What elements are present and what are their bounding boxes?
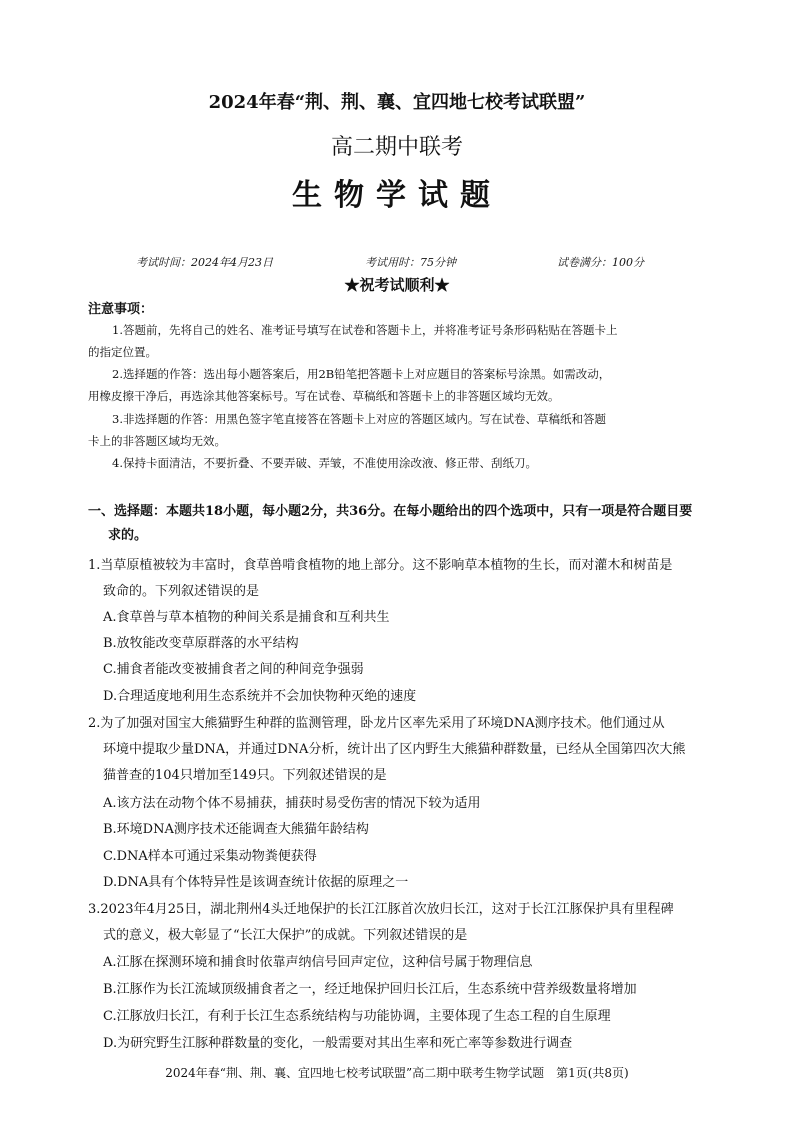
question-2-option-a: A.该方法在动物个体不易捕获，捕获时易受伤害的情况下较为适用 xyxy=(103,796,481,811)
question-3-option-a: A.江豚在探测环境和捕食时依靠声纳信号回声定位，这种信号属于物理信息 xyxy=(103,955,533,970)
notice-item-3-line-2: 卡上的非答题区域均无效。 xyxy=(88,434,226,448)
question-1-stem-line-1: 1.当草原植被较为丰富时，食草兽啃食植物的地上部分。这不影响草本植物的生长，而对灌木和树苗是 xyxy=(88,558,673,573)
subject-title: 生物学试题 xyxy=(292,178,502,213)
question-2-option-c: C.DNA样本可通过采集动物粪便获得 xyxy=(103,849,317,864)
question-1-option-c: C.捕食者能改变被捕食者之间的种间竞争强弱 xyxy=(103,662,364,677)
page-footer: 2024年春“荆、荆、襄、宜四地七校考试联盟”高二期中联考生物学试题 第1页(共8页) xyxy=(165,1066,629,1080)
notice-item-3-line-1: 3.非选择题的作答：用黑色签字笔直接答在答题卡上对应的答题区域内。写在试卷、草稿纸和答题 xyxy=(112,412,606,426)
notice-title: 注意事项： xyxy=(88,302,154,317)
question-3-stem-line-1: 3.2023年4月25日，湖北荆州4头迁地保护的长江江豚首次放归长江，这对于长江江豚保护具有里程碑 xyxy=(88,902,674,917)
question-3-option-c: C.江豚放归长江，有利于长江生态系统结构与功能协调，主要体现了生态工程的自生原理 xyxy=(103,1009,611,1024)
question-3-option-b: B.江豚作为长江流域顶级捕食者之一，经迁地保护回归长江后，生态系统中营养级数量将增加 xyxy=(103,982,637,997)
good-luck-banner: ★祝考试顺利★ xyxy=(344,276,450,294)
notice-item-1-line-2: 的指定位置。 xyxy=(88,345,157,359)
question-3-stem-line-2: 式的意义，极大彰显了“长江大保护”的成就。下列叙述错误的是 xyxy=(103,928,468,943)
question-1-stem-line-2: 致命的。下列叙述错误的是 xyxy=(103,584,260,599)
question-2-option-b: B.环境DNA测序技术还能调查大熊猫年龄结构 xyxy=(103,822,369,837)
section-heading-line-1: 一、选择题：本题共18小题，每小题2分，共36分。在每小题给出的四个选项中，只有一项是符合题目要 xyxy=(88,504,693,519)
exam-name: 高二期中联考 xyxy=(330,135,463,160)
question-2-stem-line-3: 猫普查的104只增加至149只。下列叙述错误的是 xyxy=(103,768,387,783)
question-2-stem-line-1: 2.为了加强对国宝大熊猫野生种群的监测管理，卧龙片区率先采用了环境DNA测序技术。他们通过从 xyxy=(88,716,665,731)
question-1-option-b: B.放牧能改变草原群落的水平结构 xyxy=(103,636,299,651)
notice-item-2-line-2: 用橡皮擦干净后，再选涂其他答案标号。写在试卷、草稿纸和答题卡上的非答题区域均无效。 xyxy=(88,389,560,403)
full-score: 试卷满分：100分 xyxy=(557,256,644,269)
question-2-option-d: D.DNA具有个体特异性是该调查统计依据的原理之一 xyxy=(103,875,409,890)
notice-item-2-line-1: 2.选择题的作答：选出每小题答案后，用2B铅笔把答题卡上对应题目的答案标号涂黑。如需改动， xyxy=(112,367,611,381)
notice-item-1-line-1: 1.答题前，先将自己的姓名、准考证号填写在试卷和答题卡上，并将准考证号条形码粘贴在答题卡上 xyxy=(112,323,618,337)
question-3-option-d: D.为研究野生江豚种群数量的变化，一般需要对其出生率和死亡率等参数进行调查 xyxy=(103,1036,573,1051)
notice-item-4: 4.保持卡面清洁，不要折叠、不要弄破、弄皱，不准使用涂改液、修正带、刮纸刀。 xyxy=(112,456,537,470)
question-1-option-a: A.食草兽与草本植物的种间关系是捕食和互利共生 xyxy=(103,610,390,625)
exam-duration: 考试用时：75分钟 xyxy=(365,256,456,269)
alliance-title: 2024年春“荆、荆、襄、宜四地七校考试联盟” xyxy=(208,92,586,113)
question-2-stem-line-2: 环境中提取少量DNA，并通过DNA分析，统计出了区内野生大熊猫种群数量，已经从全国第四次大熊 xyxy=(103,742,686,757)
section-heading-line-2: 求的。 xyxy=(108,528,148,543)
exam-date: 考试时间：2024年4月23日 xyxy=(136,256,273,269)
question-1-option-d: D.合理适度地利用生态系统并不会加快物种灭绝的速度 xyxy=(103,689,417,704)
